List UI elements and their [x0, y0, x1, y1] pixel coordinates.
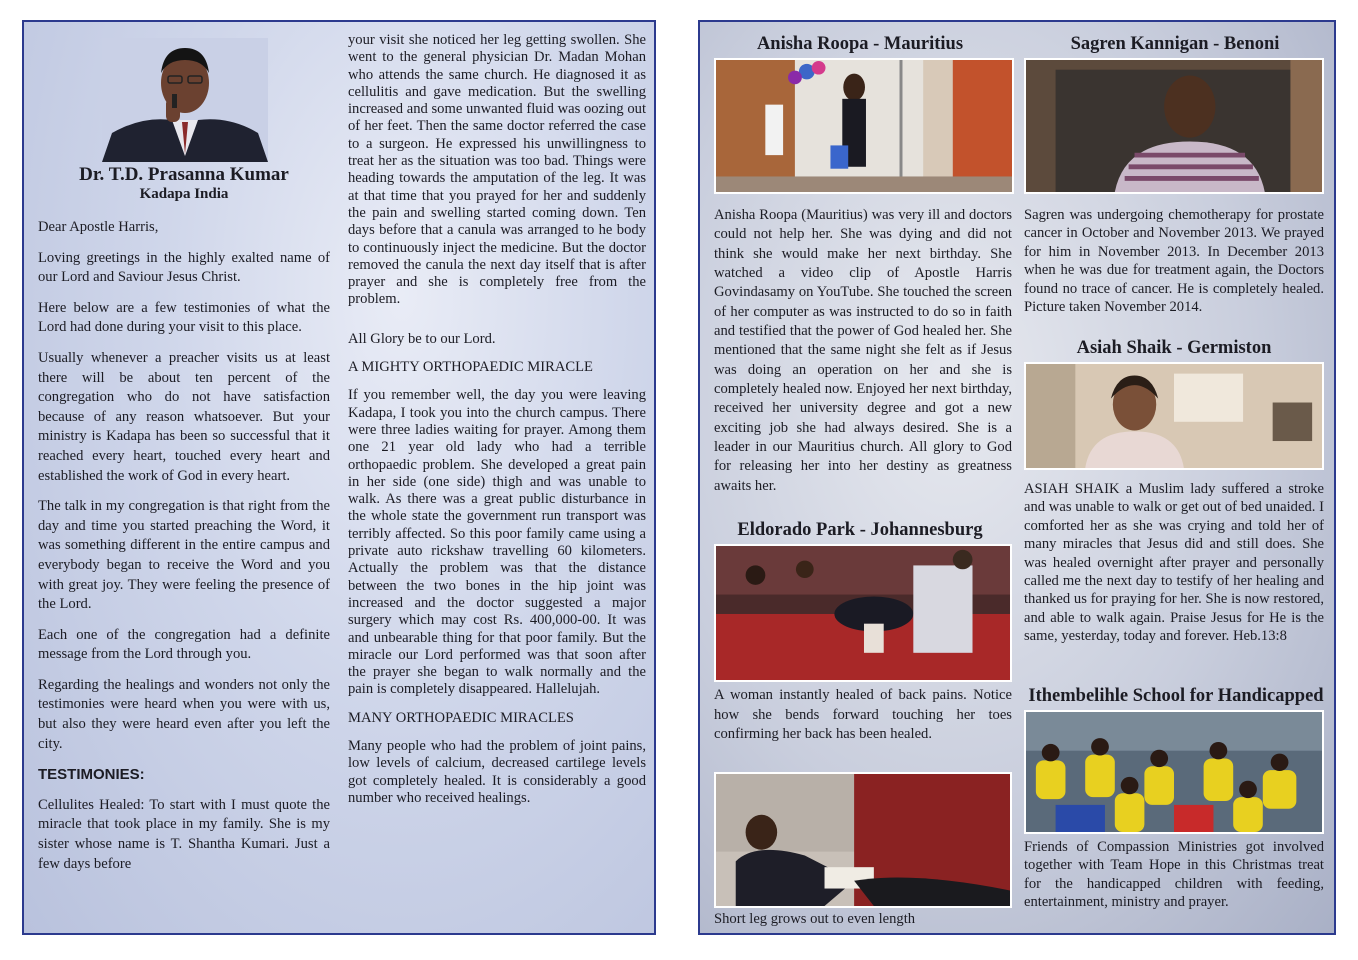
sagren-text: Sagren was undergoing chemotherapy for prostate cancer in October and November 2013. We prayed for him in November 2013. In December 2013 when he was due for treatment again, the Doctors found no trace of cancer. He is completely healed. Picture taken November 2014.: [1024, 207, 1324, 316]
sagren-heading: Sagren Kannigan - Benoni: [1070, 34, 1280, 54]
anisha-text: Anisha Roopa (Mauritius) was very ill and doctors could not help her. She was dying and did not think she would make her next birthday. She watched a video clip of Apostle Harris Govindasamy on YouTube. She touched the screen of her computer as was instructed to do so in faith and testified that the power of God healed her. She mentioned that the same night she felt as if Jesus was doing an operation on her and she is completely healed now. Enjoyed her next birthday, received her university degree and got a new exciting job she had always desired. She is a leader in our Mauritius church. All glory to God for releasing her into her destiny as greatness awaits her.: [714, 207, 1012, 494]
sagren-photo: [1024, 58, 1324, 194]
paragraph: your visit she noticed her leg getting swollen. She went to the general physician Dr. Madan Mohan who attends the same church. He diagnosed it as cellulitis and gave medication. But the swelling increased and some unwanted fluid was oozing out of her feet. Then the same doctor referred the case to a surgeon. He expressed his unwillingness to treat her as the situation was too bad. Things were heading towards the amputation of the leg. It was at that time that you prayed for her and suddenly the pain and swelling started coming down. Ten days before that a canula was arranged to he body to continuously inject the medicine. But the doctor removed the canula the next day itself that is after prayer and she is completely free from the problem.: [348, 32, 646, 308]
asiah-text: ASIAH SHAIK a Muslim lady suffered a stroke and was unable to walk or get out of bed unaided. I comforted her as she was crying and told her of many miracles that Jesus did and still does. She was healed overnight after prayer and personally called me the next day to testify of her healing and thanked us for praying for her. She is now restored, and able to walk again. Praise Jesus for He is the same, yesterday, today and forever. Heb.13:8: [1024, 481, 1324, 645]
left-column-1: [38, 218, 330, 885]
left-column-2: [348, 32, 646, 818]
eldorado-photo-2: [714, 772, 1012, 908]
asiah-photo: [1024, 362, 1324, 470]
right-page: [698, 20, 1336, 935]
ithembelihle-photo: [1024, 710, 1324, 834]
paragraph: If you remember well, the day you were leaving Kadapa, I took you into the church campus. There were three ladies waiting for prayer. Among them one 21 year old lady who had a terrible orthopaedic problem. She developed a great pain in her side (one side) thigh and was unable to walk. As there was a great public disturbance in the whole state the government run transport was terribly affected. So this poor family came using a private auto rickshaw travelling 60 kilometers. Actually the problem was that the distance between the two bones in the hip joint was increased and the doctor suggested a major surgery which may cost Rs. 400,000-00. It was and unbearable thing for that poor family. But the miracle our Lord performed was that soon after the prayer she began to walk normally and the pain is completely disappeared. Hallelujah.: [348, 387, 646, 698]
anisha-heading: Anisha Roopa - Mauritius: [756, 34, 964, 54]
ithembelihle-heading: Ithembelihle School for Handicapped: [1028, 686, 1324, 706]
section-heading: MANY ORTHOPAEDIC MIRACLES: [348, 709, 574, 726]
testimonies-heading: TESTIMONIES:: [38, 766, 145, 784]
paragraph: Regarding the healings and wonders not only the testimonies were heard when you were with us, but also they were heard even after you left the city.: [38, 676, 330, 752]
paragraph: Each one of the congregation had a definite message from the Lord through you.: [38, 626, 330, 663]
section-heading: A MIGHTY ORTHOPAEDIC MIRACLE: [348, 359, 593, 376]
paragraph: Cellulites Healed: To start with I must quote the miracle that took place in my family. She is my sister whose name is T. Shantha Kumari. Just a few days before: [38, 796, 330, 872]
left-page: [22, 20, 656, 935]
paragraph: Usually whenever a preacher visits us at least there will be about ten percent of the congregation who do not have satisfaction because of any reason whatsoever. But your ministry is Kadapa has been so successful that it reached every heart, touched every heart and established the work of God in every heart.: [38, 349, 330, 484]
author-location: Kadapa India: [139, 186, 229, 202]
glory-line: All Glory be to our Lord.: [348, 330, 496, 347]
paragraph: Here below are a few testimonies of what the Lord had done during your visit to this place.: [38, 299, 330, 336]
asiah-heading: Asiah Shaik - Germiston: [1076, 338, 1272, 358]
eldorado-caption-1: A woman instantly healed of back pains. Notice how she bends forward touching her toes confirming her back has been healed.: [714, 687, 1012, 742]
eldorado-photo-1: [714, 544, 1012, 682]
author-photo: [102, 38, 268, 162]
eldorado-caption-2: Short leg grows out to even length: [714, 911, 916, 927]
salutation: Dear Apostle Harris,: [38, 219, 159, 235]
paragraph: Many people who had the problem of joint pains, low levels of calcium, decreased cartilege levels got completely healed. It is considerably a good number who received healings.: [348, 737, 646, 806]
author-name: Dr. T.D. Prasanna Kumar: [79, 164, 289, 185]
ithembelihle-text: Friends of Compassion Ministries got involved together with Team Hope in this Christmas treat for the handicapped children with feeding, entertainment, ministry and prayer.: [1024, 839, 1324, 911]
paragraph: Loving greetings in the highly exalted name of our Lord and Saviour Jesus Christ.: [38, 249, 330, 286]
paragraph: The talk in my congregation is that right from the day and time you started preaching the Word, it was something different in the entire campus and everybody began to receive the Word and you with great joy. They were feeling the presence of the Lord.: [38, 498, 330, 613]
eldorado-heading: Eldorado Park - Johannesburg: [737, 520, 983, 540]
anisha-photo: [714, 58, 1014, 194]
